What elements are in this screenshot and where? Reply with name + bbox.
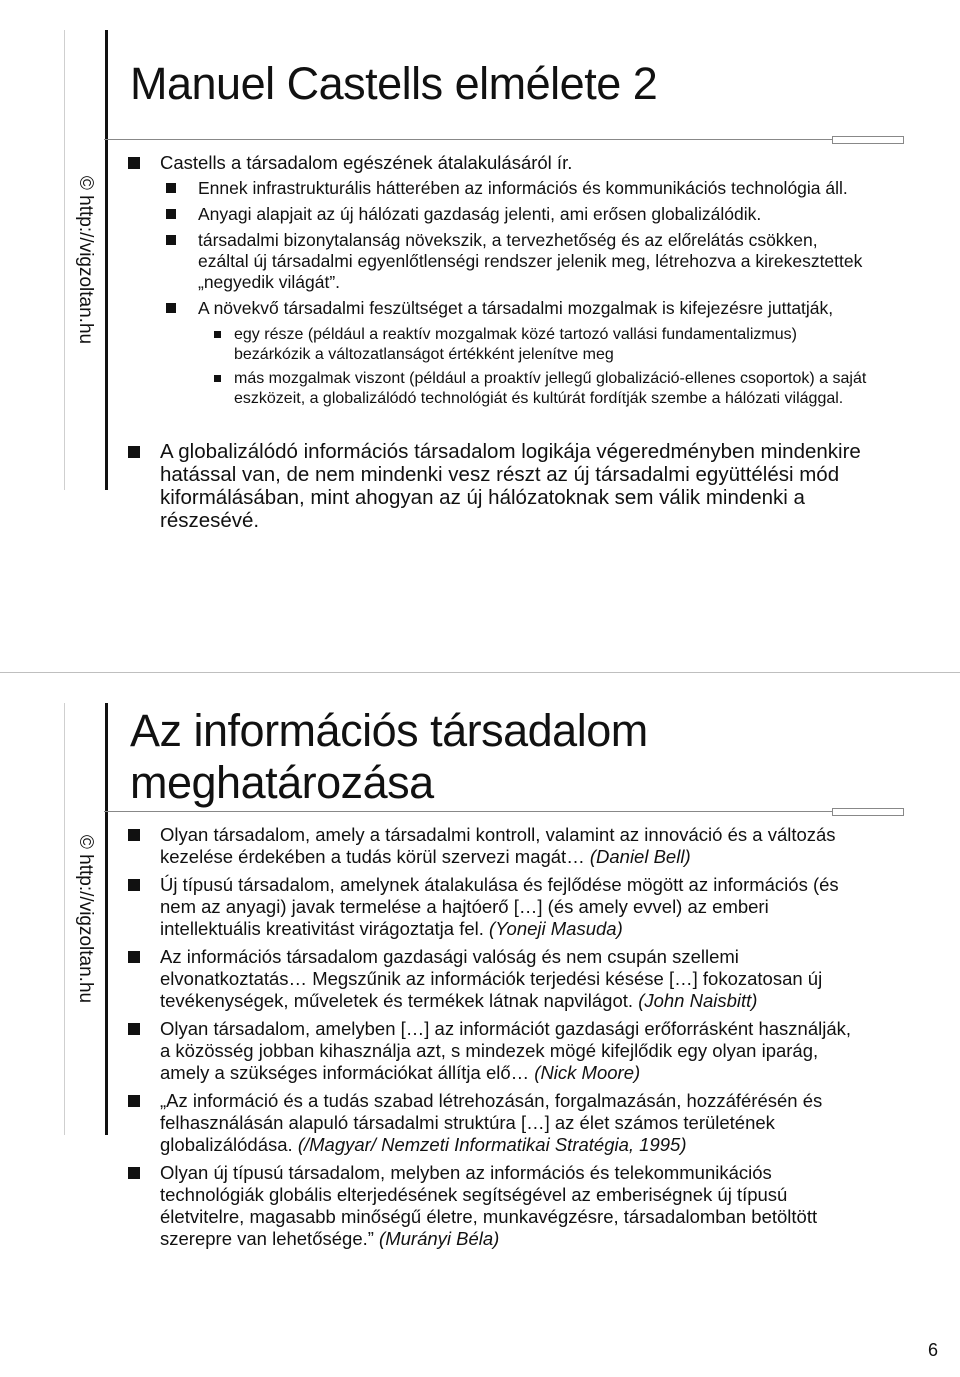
definition-text: Új típusú társadalom, amelynek átalakulása és fejlődése mögött az információs (és nem az anyagi) javak termelése a hajtóerő […] (és amely evvel) az emberi intellektuális kreativitást virágoztatja fel. bbox=[160, 874, 839, 939]
bullet-square-icon bbox=[166, 235, 176, 245]
slide-2 bbox=[0, 673, 960, 1313]
list-item bbox=[128, 204, 870, 225]
list-item-text: A globalizálódó információs társadalom logikája végeredményben mindenkire hatással van, de nem mindenki vesz részt az új társadalmi együttélési mód kiformálásában, mint ahogyan az új hálózatoknak sem válik mindenki a részesévé. bbox=[160, 440, 861, 532]
bullet-list bbox=[128, 152, 870, 532]
list-item-text: A növekvő társadalmi feszültséget a társadalmi mozgalmak is kifejezésre juttatják, bbox=[198, 298, 834, 318]
slide-title: Manuel Castells elmélete 2 bbox=[130, 58, 658, 109]
slide-title bbox=[130, 705, 648, 809]
list-item bbox=[128, 230, 870, 293]
definition-source: (Nick Moore) bbox=[534, 1062, 641, 1083]
bullet-square-icon bbox=[128, 157, 140, 169]
list-item-text: egy része (például a reaktív mozgalmak közé tartozó vallási fundamentalizmus) bezárkózik a változatlanságot értékként jelenítve meg bbox=[234, 326, 797, 363]
definition-text: Az információs társadalom gazdasági valóság és nem csupán szellemi elvonatkoztatás… Megszűnik az információk terjedési késése […] fokozatosan új tevékenységek, műveletek és termékek látnak napvilágot. bbox=[160, 946, 823, 1011]
bullet-square-icon bbox=[214, 375, 221, 382]
definition-text: Olyan társadalom, amelyben […] az információt gazdasági erőforrásként használják, a közösség jobban kihasználja azt, s mindezek mögé kifejlődik egy olyan iparág, amely a szükséges információkat állítja elő… bbox=[160, 1018, 852, 1083]
title-rule bbox=[104, 811, 834, 812]
title-rule-end bbox=[832, 136, 904, 144]
list-item-text: Ennek infrastrukturális hátterében az információs és kommunikációs technológia áll. bbox=[198, 178, 848, 198]
slide-1 bbox=[0, 0, 960, 673]
definition-text: Olyan társadalom, amely a társadalmi kontroll, valamint az innováció és a változás kezelése érdekében a tudás körül szervezi magát… bbox=[160, 824, 836, 867]
definition-source: (Murányi Béla) bbox=[379, 1228, 500, 1249]
definition-source: (Daniel Bell) bbox=[589, 846, 691, 867]
list-item-text: Castells a társadalom egészének átalakulásáról ír. bbox=[160, 152, 573, 173]
slide-title-line-1: Az információs társadalom bbox=[130, 705, 648, 756]
title-rule bbox=[104, 139, 834, 140]
bullet-square-icon bbox=[128, 1167, 140, 1179]
list-item bbox=[128, 369, 870, 408]
list-item bbox=[128, 325, 870, 364]
bullet-square-icon bbox=[128, 1023, 140, 1035]
definition-item bbox=[128, 824, 860, 868]
list-item bbox=[128, 440, 870, 532]
definition-item bbox=[128, 1018, 860, 1084]
bullet-square-icon bbox=[166, 209, 176, 219]
definition-item bbox=[128, 946, 860, 1012]
slide-title-line-2: meghatározása bbox=[130, 757, 434, 808]
definition-source: (/Magyar/ Nemzeti Informatikai Stratégia, 1995) bbox=[297, 1134, 687, 1155]
definition-list bbox=[128, 824, 860, 1250]
bullet-square-icon bbox=[166, 183, 176, 193]
list-item bbox=[128, 152, 870, 174]
bullet-square-icon bbox=[128, 879, 140, 891]
bullet-square-icon bbox=[128, 446, 140, 458]
title-rule-end bbox=[832, 808, 904, 816]
definition-source: (Yoneji Masuda) bbox=[489, 918, 623, 939]
bullet-square-icon bbox=[128, 1095, 140, 1107]
page-number: 6 bbox=[927, 1340, 938, 1360]
watermark-sidebar bbox=[64, 30, 108, 490]
definition-item bbox=[128, 1162, 860, 1250]
definition-text: Olyan új típusú társadalom, melyben az információs és telekommunikációs technológiák globális elterjedésének segítségével az emberiségnek új típusú életvitelre, magasabb minőségű életre, munkavégzésre, társadalomban betöltött szerepre van lehetősége.” bbox=[160, 1162, 818, 1249]
list-item-text: társadalmi bizonytalanság növekszik, a tervezhetőség és az előrelátás csökken, ezáltal új társadalmi egyenlőtlenségi rendszer jelenik meg, létrehozva a kirekesztettek „negyedik világát”. bbox=[198, 230, 863, 292]
list-item-text: Anyagi alapjait az új hálózati gazdaság jelenti, ami erősen globalizálódik. bbox=[198, 204, 762, 224]
watermark-sidebar bbox=[64, 703, 108, 1135]
list-item bbox=[128, 298, 870, 319]
definition-item bbox=[128, 874, 860, 940]
definition-item bbox=[128, 1090, 860, 1156]
list-item-text: más mozgalmak viszont (például a proaktív jellegű globalizáció-ellenes csoportok) a saját eszközeit, a globalizálódó technológiát és kultúrát fordítják szembe a hálózati világgal. bbox=[234, 370, 867, 407]
definition-source: (John Naisbitt) bbox=[638, 990, 758, 1011]
bullet-square-icon bbox=[214, 331, 221, 338]
watermark-text: © http://vigzoltan.hu bbox=[75, 834, 96, 1004]
bullet-square-icon bbox=[128, 829, 140, 841]
list-item bbox=[128, 178, 870, 199]
definition-text: „Az információ és a tudás szabad létrehozásán, forgalmazásán, hozzáférésén és felhasználásán alapuló társadalmi struktúra […] az élet számos területének globalizálódása. bbox=[160, 1090, 823, 1155]
watermark-text: © http://vigzoltan.hu bbox=[75, 175, 96, 345]
bullet-square-icon bbox=[128, 951, 140, 963]
bullet-square-icon bbox=[166, 303, 176, 313]
